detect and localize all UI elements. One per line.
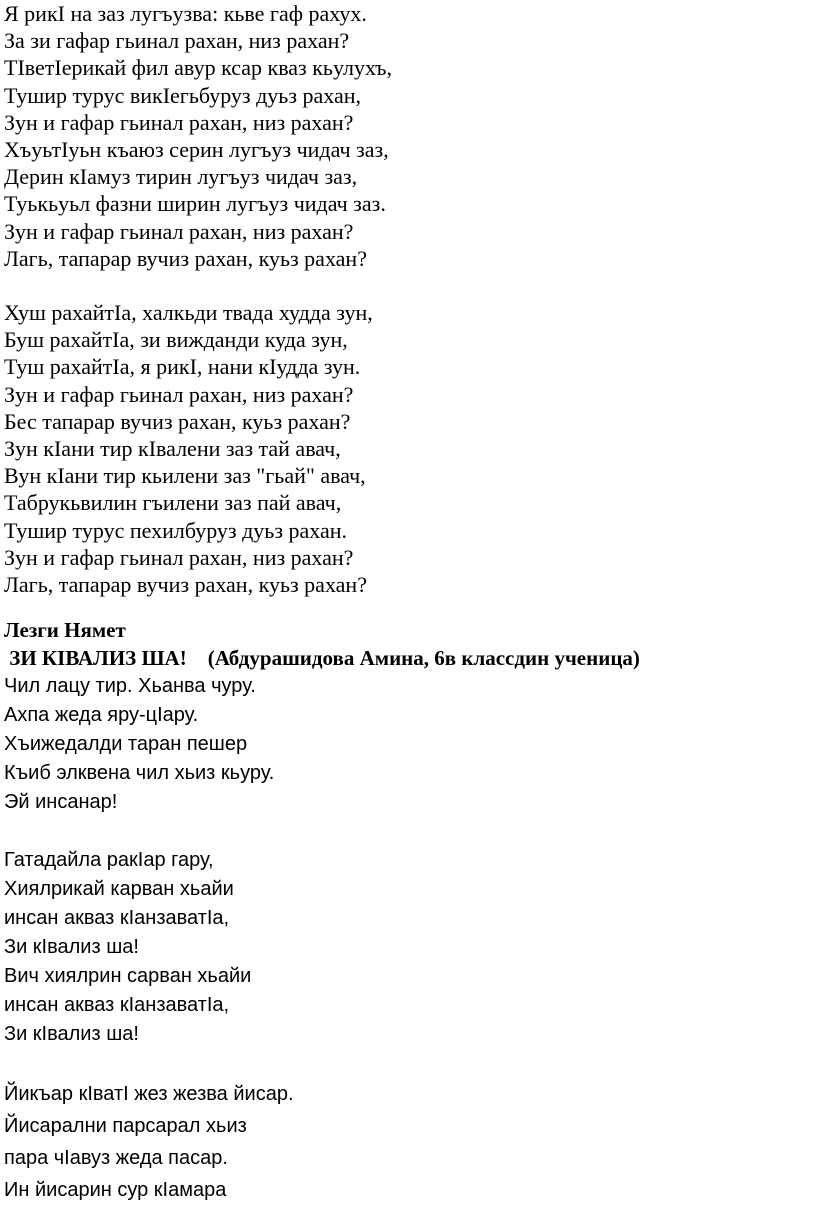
poem-line: инсан акваз кIанзаватIа, (4, 907, 230, 930)
poem-line: Тушир турус викIегьбуруз дуьз рахан, (4, 82, 362, 108)
stanza-gap (4, 817, 812, 846)
poem-line: Зун и гафар гьинал рахан, низ рахан? (4, 544, 354, 570)
poem-line: За зи гафар гьинал рахан, низ рахан? (4, 28, 350, 54)
poem-line: Вун кIани тир кьилени заз "гьай" авач, (4, 463, 366, 489)
poem-line: Чил лацу тир. Хьанва чуру. (4, 675, 256, 698)
poem2-header (4, 644, 812, 672)
poem-line: Къиб элквена чил хьиз кьуру. (4, 762, 275, 785)
poem-line: Туькьуьл фазни ширин лугъуз чидач заз. (4, 191, 386, 217)
poem2-stanza3 (4, 1078, 812, 1206)
poem2-stanza2 (4, 846, 812, 1049)
poem-line: Зун кIани тир кIвалени заз тай авач, (4, 436, 341, 462)
poem-line: Йисарални парсарал хьиз (4, 1115, 247, 1138)
poem2-stanza1 (4, 672, 812, 817)
poem-line: Йикъар кIватI жез жезва йисар. (4, 1083, 294, 1106)
poem-line: Хуш рахайтIа, халкьди твада худда зун, (4, 300, 373, 326)
poem-line: Хъижедалди таран пешер (4, 733, 248, 756)
poem-line: Вич хиялрин сарван хьайи (4, 965, 252, 988)
poem-line: Зун и гафар гьинал рахан, низ рахан? (4, 109, 354, 135)
poem-line: ХъуьтIуьн къаюз серин лугъуз чидач заз, (4, 137, 389, 163)
author-text: Лезги Нямет (4, 618, 126, 643)
stanza-gap (4, 598, 812, 616)
poem-line: Ахпа жеда яру-цIару. (4, 704, 199, 727)
stanza-gap (4, 272, 812, 299)
poem-line: пара чIавуз жеда пасар. (4, 1147, 228, 1170)
poem-line: Я рикI на заз лугъузва: кьве гаф рахух. (4, 1, 367, 26)
author-name (4, 616, 812, 644)
poem-line: Бес тапарар вучиз рахан, куьз рахан? (4, 408, 351, 434)
poem-line: Лагь, тапарар вучиз рахан, куьз рахан? (4, 572, 367, 598)
poem-line: инсан акваз кIанзаватIа, (4, 994, 230, 1017)
poem-line: Туш рахайтIа, я рикI, нани кIудда зун. (4, 354, 361, 380)
poem-line: Эй инсанар! (4, 791, 118, 814)
poem-line: Гатадайла ракIар гару, (4, 849, 214, 872)
document-page (4, 0, 812, 1206)
poem1-stanza1 (4, 0, 812, 272)
poem-line: Зун и гафар гьинал рахан, низ рахан? (4, 381, 354, 407)
poem-line: Тушир турус пехилбуруз дуьз рахан. (4, 517, 348, 543)
poem-line: Хиялрикай карван хьайи (4, 878, 234, 901)
poem-line: Зи кIвализ ша! (4, 1023, 139, 1046)
poem1-stanza2 (4, 299, 812, 598)
poem-line: Дерин кIамуз тирин лугъуз чидач заз, (4, 164, 358, 190)
poem-line: Табрукьвилин гъилени заз пай авач, (4, 490, 342, 516)
poem-line: Буш рахайтIа, зи вижданди куда зун, (4, 327, 348, 353)
poem-line: Зун и гафар гьинал рахан, низ рахан? (4, 218, 354, 244)
poem-line: ТIветIерикай фил авур ксар кваз кьулухъ, (4, 55, 393, 81)
stanza-gap (4, 1049, 812, 1078)
poem-line: Лагь, тапарар вучиз рахан, куьз рахан? (4, 245, 367, 271)
poem-line: Ин йисарин сур кIамара (4, 1179, 227, 1202)
poem-line: Зи кIвализ ша! (4, 936, 139, 959)
poem2-title: ЗИ КIВАЛИЗ ША! (Абдурашидова Амина, 6в классдин ученица) (4, 646, 640, 671)
